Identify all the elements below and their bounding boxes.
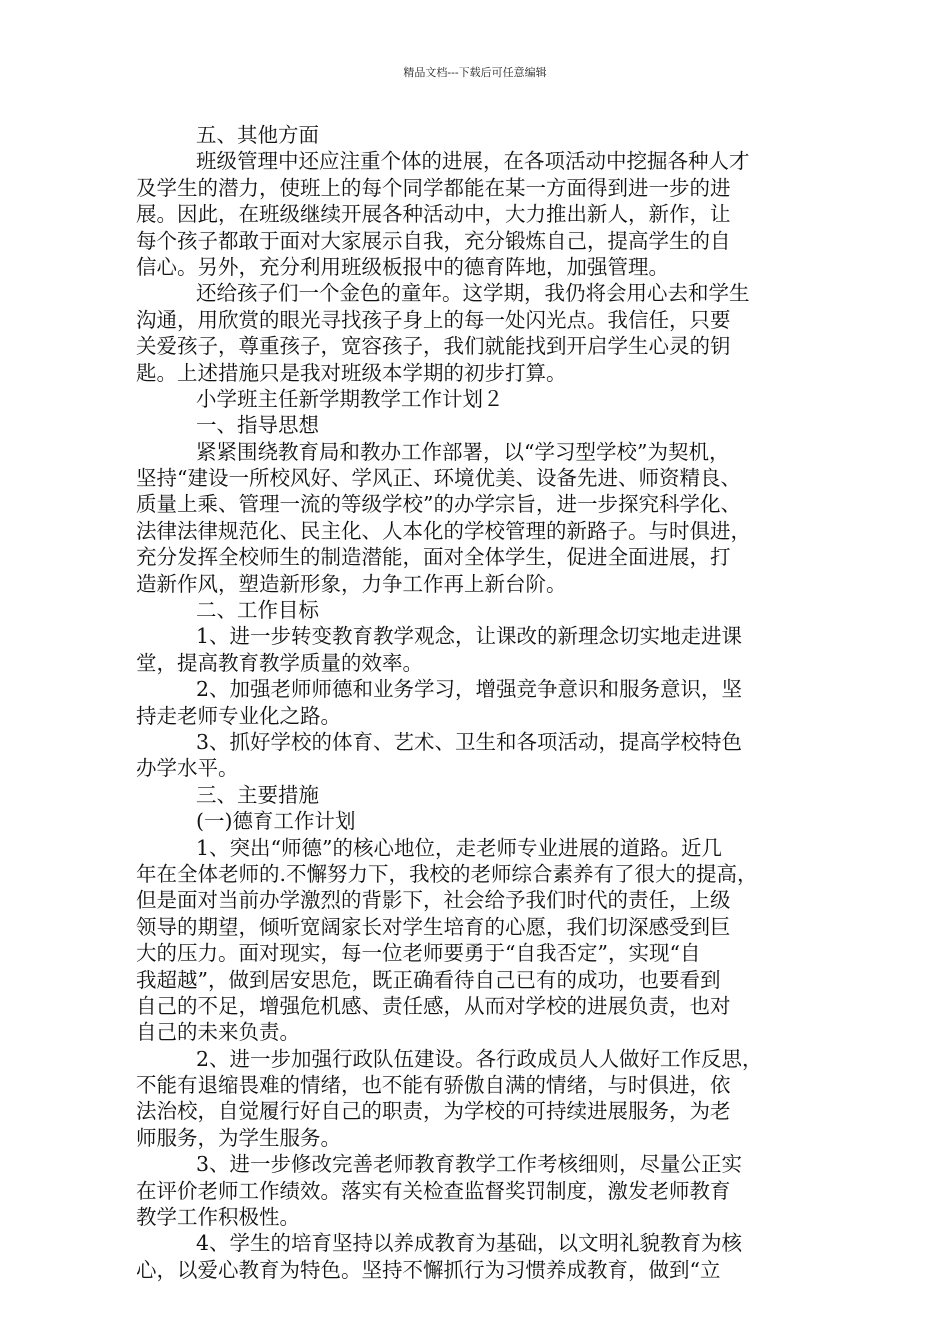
paragraph-line: 4、学生的培育坚持以养成教育为基础，以文明礼貌教育为核	[196, 1231, 743, 1256]
paragraph-line: 质量上乘、管理一流的等级学校”的办学宗旨，进一步探究科学化、	[136, 492, 741, 517]
paragraph-line: 展。因此，在班级继续开展各种活动中，大力推出新人，新作，让	[136, 202, 731, 227]
paragraph-line: 3、进一步修改完善老师教育教学工作考核细则，尽量公正实	[196, 1152, 743, 1177]
paragraph-line: 但是面对当前办学激烈的背影下，社会给予我们时代的责任，上级	[136, 888, 731, 913]
paragraph-line: 办学水平。	[136, 756, 239, 781]
paragraph-line: 3、抓好学校的体育、艺术、卫生和各项活动，提高学校特色	[196, 729, 743, 754]
section-heading-line: 五、其他方面	[196, 123, 319, 147]
paragraph-line: 还给孩子们一个金色的童年。这学期，我仍将会用心去和学生	[196, 281, 750, 306]
section-heading-line: 一、指导思想	[196, 413, 319, 438]
paragraph-line: 教学工作积极性。	[136, 1205, 300, 1230]
document-body	[136, 122, 816, 1283]
paragraph-line: 自己的未来负责。	[136, 1020, 300, 1045]
section-heading-line: 三、主要措施	[196, 782, 319, 807]
paragraph-line: 关爱孩子，尊重孩子，宽容孩子，我们就能找到开启学生心灵的钥	[136, 334, 731, 359]
paragraph-line: 紧紧围绕教育局和教办工作部署，以“学习型学校”为契机，	[196, 439, 730, 464]
paragraph-line: 造新作风，塑造新形象，力争工作再上新台阶。	[136, 571, 567, 596]
paragraph-line: 匙。上述措施只是我对班级本学期的初步打算。	[136, 360, 567, 385]
paragraph-line: 法律法律规范化、民主化、人本化的学校管理的新路子。与时俱进，	[136, 518, 751, 543]
paragraph-line: 持走老师专业化之路。	[136, 703, 341, 728]
paragraph-line: 信心。另外，充分利用班级板报中的德育阵地，加强管理。	[136, 254, 669, 279]
paragraph-line: 在评价老师工作绩效。落实有关检查监督奖罚制度，激发老师教育	[136, 1178, 731, 1203]
paragraph-line: 1、进一步转变教育教学观念，让课改的新理念切实地走进课	[196, 624, 743, 649]
section-heading-line: (一)德育工作计划	[196, 809, 356, 834]
paragraph-line: 年在全体老师的.不懈努力下，我校的老师综合素养有了很大的提高，	[136, 861, 758, 886]
paragraph-line: 大的压力。面对现实，每一位老师要勇于“自我否定”，实现“自	[136, 941, 701, 966]
paragraph-line: 沟通，用欣赏的眼光寻找孩子身上的每一处闪光点。我信任，只要	[136, 307, 731, 332]
paragraph-line: 心，以爱心教育为特色。坚持不懈抓行为习惯养成教育，做到“立	[136, 1257, 721, 1282]
paragraph-line: 不能有退缩畏难的情绪，也不能有骄傲自满的情绪，与时俱进，依	[136, 1073, 731, 1098]
paragraph-line: 自己的不足，增强危机感、责任感，从而对学校的进展负责，也对	[136, 993, 731, 1018]
paragraph-line: 2、加强老师师德和业务学习，增强竞争意识和服务意识，坚	[196, 677, 743, 702]
paragraph-line: 坚持“建设一所校风好、学风正、环境优美、设备先进、师资精良、	[136, 466, 741, 491]
paragraph-line: 每个孩子都敢于面对大家展示自我，充分锻炼自己，提高学生的自	[136, 228, 731, 253]
paragraph-line: 领导的期望，倾听宽阔家长对学生培育的心愿，我们切深感受到巨	[136, 914, 731, 939]
page-header: 精品文档---下载后可任意编辑	[403, 66, 547, 79]
paragraph-line: 及学生的潜力，使班上的每个同学都能在某一方面得到进一步的进	[136, 175, 731, 200]
paragraph-line: 我超越”，做到居安思危，既正确看待自己已有的成功，也要看到	[136, 967, 721, 992]
paragraph-line: 师服务，为学生服务。	[136, 1125, 341, 1150]
paragraph-line: 充分发挥全校师生的制造潜能，面对全体学生，促进全面进展，打	[136, 545, 731, 570]
paragraph-line: 1、突出“师德”的核心地位，走老师专业进展的道路。近几	[196, 835, 723, 860]
paragraph-line: 法治校，自觉履行好自己的职责，为学校的可持续进展服务，为老	[136, 1099, 731, 1124]
paragraph-line: 堂，提高教育教学质量的效率。	[136, 650, 423, 675]
paragraph-line: 2、进一步加强行政队伍建设。各行政成员人人做好工作反思，	[196, 1046, 763, 1071]
section-heading-line: 二、工作目标	[196, 598, 319, 623]
section-heading-line: 小学班主任新学期教学工作计划２	[196, 386, 504, 411]
paragraph-line: 班级管理中还应注重个体的进展，在各项活动中挖掘各种人才	[196, 149, 750, 174]
